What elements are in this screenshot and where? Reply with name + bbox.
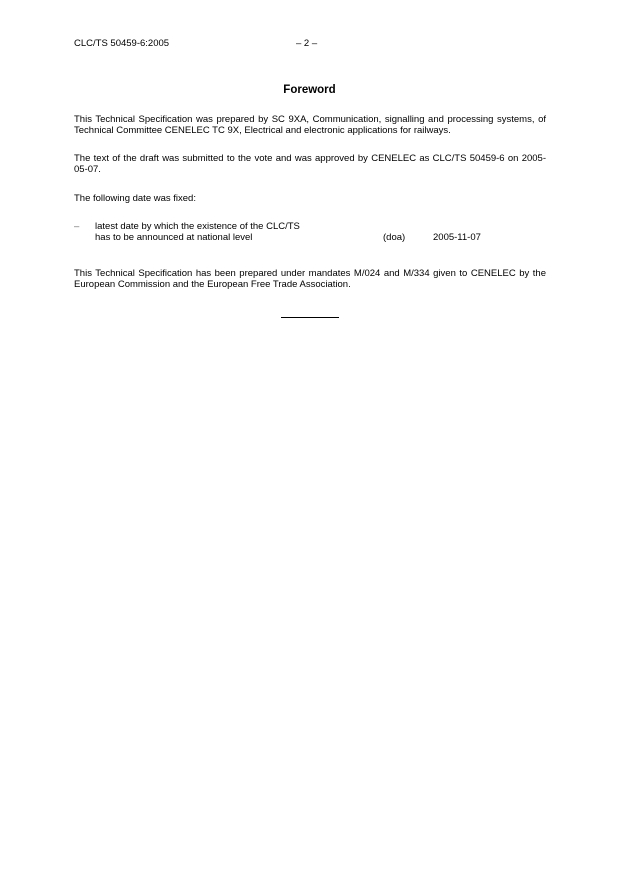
document-id: CLC/TS 50459-6:2005	[74, 38, 170, 49]
date-item-description	[95, 221, 355, 243]
paragraph-date-intro: The following date was fixed:	[74, 193, 196, 204]
paragraph-prepared-by: This Technical Specification was prepared by SC 9XA, Communication, signalling and processing systems, of Technical Committee CENELEC TC 9X, Electrical and electronic applications for railways.	[74, 114, 546, 136]
page-number: – 2 –	[296, 38, 318, 49]
date-item-value: 2005-11-07	[433, 232, 481, 243]
date-item-abbreviation: (doa)	[383, 232, 406, 243]
date-item-line-2: has to be announced at national level	[95, 232, 253, 243]
list-bullet-dash: –	[74, 221, 80, 232]
end-rule-divider	[281, 317, 339, 318]
paragraph-mandates: This Technical Specification has been prepared under mandates M/024 and M/334 given to CENELEC by the European Commission and the European Free Trade Association.	[74, 268, 546, 290]
paragraph-approval: The text of the draft was submitted to the vote and was approved by CENELEC as CLC/TS 50459-6 on 2005-05-07.	[74, 153, 546, 175]
date-item-line-1: latest date by which the existence of the CLC/TS	[95, 221, 300, 232]
page-title: Foreword	[283, 84, 336, 96]
